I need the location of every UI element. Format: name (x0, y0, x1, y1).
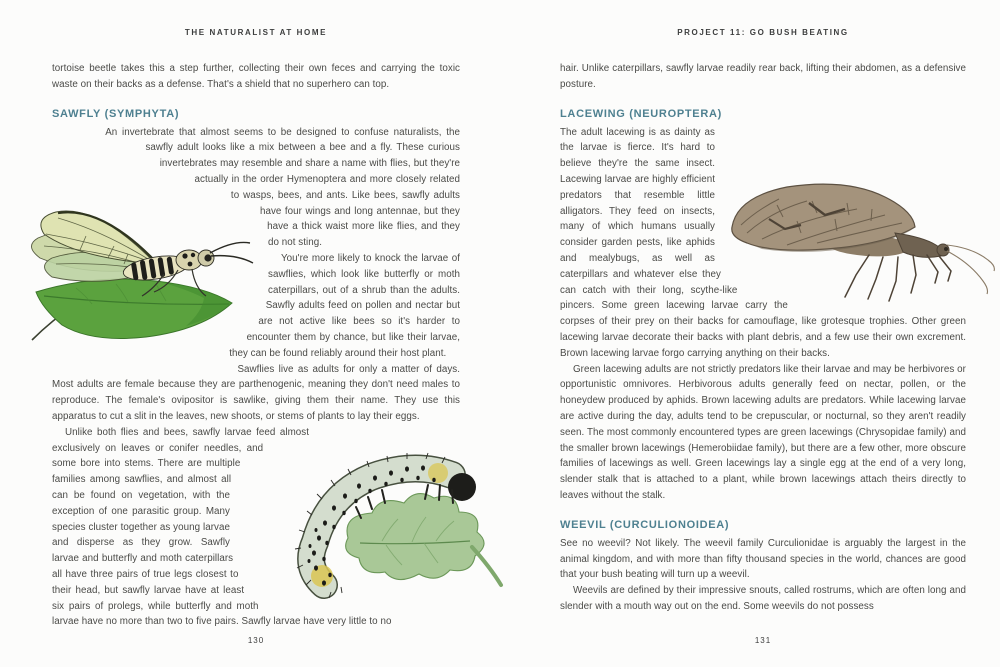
running-header-left: THE NATURALIST AT HOME (184, 28, 328, 37)
sawfly-paragraph-1-text: An invertebrate that almost seems to be designed to confuse naturalists, the sawfly adult looks like a mix between a bee and a fly. These curious invertebrates may resemble and share a name with flies, but they're actually in the order Hymenoptera and more closely related to wasps, bees, and ants. Like bees, sawfly adults have four wings and long antennae, but they have a thick waist more like flies, and they do not sting. (105, 126, 460, 249)
page-right (500, 0, 1000, 667)
sawfly-section-heading: SAWFLY (SYMPHYTA) (52, 107, 180, 120)
sawfly-paragraph-3 (52, 362, 460, 425)
lacewing-section-heading: LACEWING (NEUROPTERA) (560, 107, 722, 120)
lacewing-paragraph-2-text: Green lacewing adults are not strictly predators like their larvae and may be herbivores or opportunistic omnivores. Herbivorous adults generally feed on nectar, pollen, or the honeydew produced by aphids. Brown lacewing adults are predators. While lacewing larvae are active during the day, adults tend to be crepuscular, or nocturnal, so they aren't readily seen. The most commonly encountered types are green lacewings (Chrysopidae family) and the smaller brown lacewings (Hemerobiidae family), but there are a few other, more obscure families of lacewings as well. Green lacewings lay a single egg at the end of a very long, slender stalk that is attached to a plant, while brown lacewings attach theirs directly to leaves without the stalk. (560, 363, 966, 501)
lacewing-paragraph-1-text: The adult lacewing is as dainty as the larvae is fierce. It's hard to believe they're the same insect. Lacewing larvae are highly efficient predators that resemble little alligators. They feed on insects, many of which humans usually consider garden pests, like aphids and mealybugs, as well as caterpillars and whatever else they can catch with their long, scythe-like pincers. Some green lacewing larvae carry the corpses of their prey on their backs for camouflage, like grotesque trophies. Other green lacewing larvae decorate their backs with plant debris, and a few use their own excrement. Brown lacewing larvae forgo carrying anything on their backs. (560, 126, 966, 359)
intro-paragraph-text: tortoise beetle takes this a step further, collecting their own feces and carrying the toxic waste on their backs as a defense. That's a shield that no superhero can top. (52, 63, 460, 90)
lacewing-paragraph-2 (560, 362, 966, 504)
sawfly-adult-illustration (52, 180, 268, 365)
weevil-paragraph-2-text: Weevils are defined by their impressive snouts, called rostrums, which are often long and slender with a mouth way out on the end. Some weevils do not possess (560, 585, 966, 612)
page-left-content (52, 28, 460, 630)
sawfly-paragraph-3-text: Sawflies live as adults for only a matter of days. Most adults are female because they are parthenogenic, meaning they don't need males to reproduce. The female's ovipositor is sawlike, giving them their name. They use this apparatus to cut a slit in the leaves, new shoots, or stems of plants to lay their eggs. (52, 363, 460, 422)
continuation-paragraph (560, 61, 966, 93)
lacewing-paragraph-1 (560, 125, 966, 362)
brown-lacewing-icon (717, 175, 997, 310)
sawfly-larva-icon (286, 435, 518, 607)
sawfly-paragraph-4 (52, 425, 460, 630)
running-header-right: PROJECT 11: GO BUSH BEATING (677, 28, 849, 37)
weevil-paragraph-1-text: See no weevil? Not likely. The weevil family Curculionidae is arguably the largest in the animal kingdom, and with more than fifty thousand species in the world, chances are good that your bush beating will turn up a weevil. (560, 537, 966, 581)
weevil-paragraph-1 (560, 536, 966, 583)
sawfly-adult-icon (6, 184, 256, 356)
weevil-paragraph-2 (560, 583, 966, 615)
page-number-right: 131 (754, 636, 772, 645)
continuation-paragraph-text: hair. Unlike caterpillars, sawfly larvae readily rear back, lifting their abdomen, as a defensive posture. (560, 63, 966, 90)
page-number-left: 130 (247, 636, 265, 645)
page-right-content (560, 28, 966, 615)
sawfly-paragraph-2-text: You're more likely to knock the larvae of sawflies, which look like butterfly or moth caterpillars, out of a shrub than the adults. Sawfly adults feed on pollen and nectar but are not active like bees so it's harder to encounter them by chance, but like their larvae, they can be found reliably around their host plant. (229, 252, 460, 359)
sawfly-paragraph-1 (52, 125, 460, 251)
weevil-section-heading: WEEVIL (CURCULIONOIDEA) (560, 518, 730, 531)
intro-paragraph (52, 61, 460, 93)
sawfly-larva-illustration (230, 433, 460, 608)
sawfly-paragraph-4-text: Unlike both flies and bees, sawfly larvae feed almost exclusively on leaves or conifer needles, and some bore into stems. There are multiple families among sawflies, and almost all can be found on vegetation, with the exception of one parasitic group. Many species cluster together as young larvae and disperse as they grow. Sawfly larvae and butterfly and moth caterpillars all have three pairs of true legs closest to their head, but sawfly larvae have at least six pairs of prolegs, while butterfly and moth larvae have no more than two to five pairs. Sawfly larvae have very little to no (52, 426, 392, 628)
brown-lacewing-illustration (715, 175, 966, 305)
